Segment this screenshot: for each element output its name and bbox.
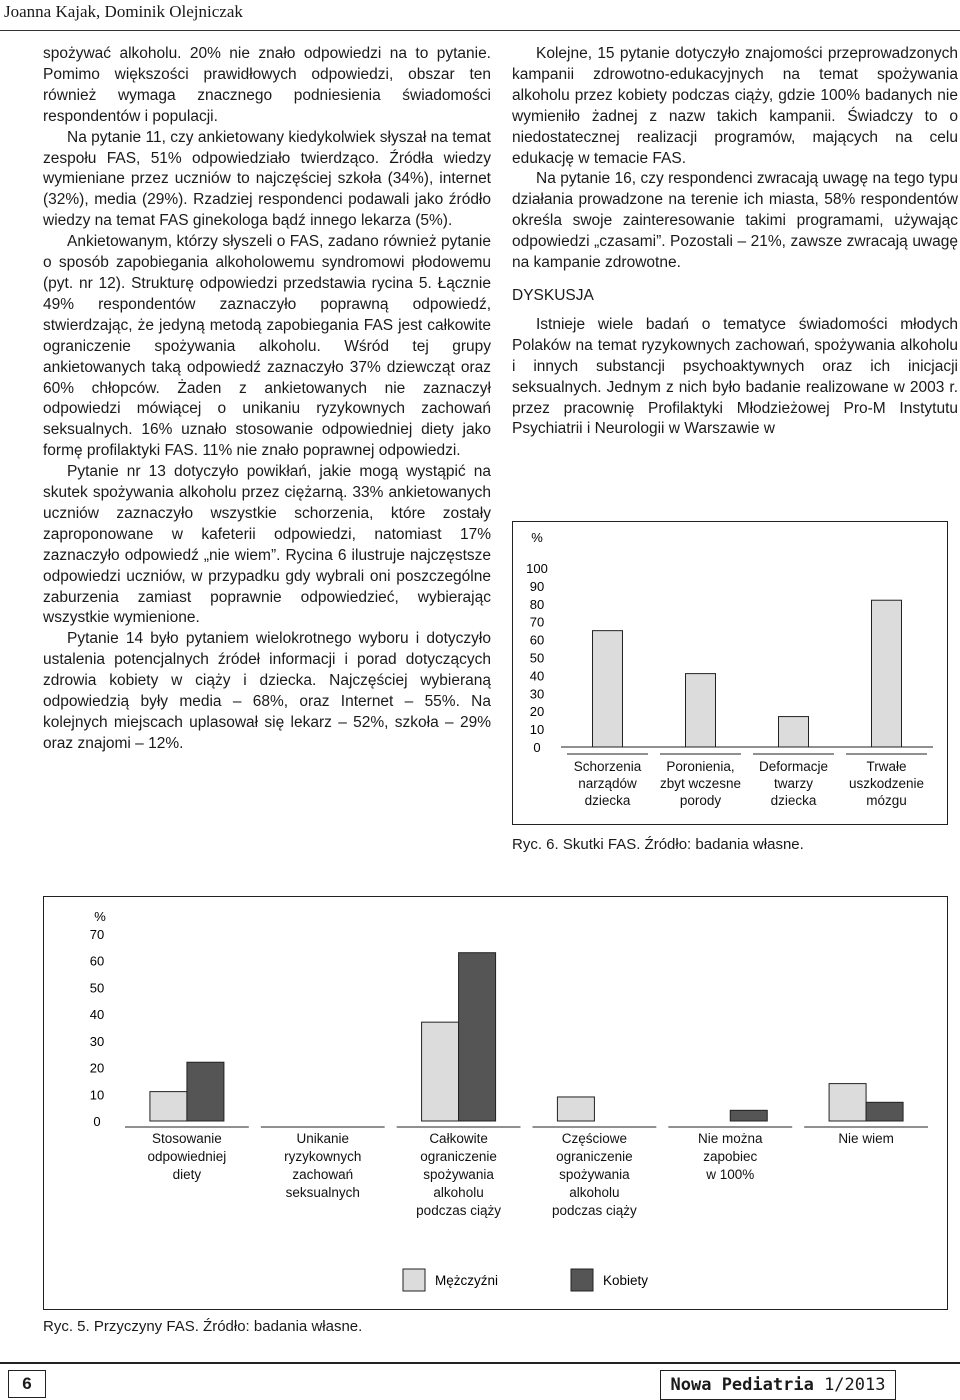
legend-swatch-men [403, 1269, 425, 1291]
figure5-frame [43, 896, 948, 1310]
y-tick-label: 80 [529, 596, 545, 612]
paragraph: Ankietowanym, którzy słyszeli o FAS, zadano również pytanie o sposób zapobiegania alkoholowemu syndromowi płodowemu (pyt. nr 12). Strukturę odpowiedzi przedstawia rycina 5. Łącznie 49% respondentów zaznaczyło poprawną odpowiedź, stwierdzając, że jedyną metodą zapobiegania FAS jest całkowite ograniczenie spożywania alkoholu. Wśród tej grupy ankietowanych taką odpowiedź zaznaczyło 37% dziewcząt oraz 60% chłopców. Żaden z ankietowanych nie zaznaczył odpowiedzi mówiącej o unikaniu ryzykownych zachowań seksualnych. 16% uznało stosowanie odpowiedniej diety jako formę profilaktyki FAS. 11% nie znało poprawnej odpowiedzi. [43, 233, 491, 460]
x-tick-label: Nie wiem [838, 1131, 894, 1146]
y-tick-label: 50 [529, 650, 545, 666]
bar [779, 717, 809, 747]
x-tick-label: Poronienia, zbyt wczesne porody [659, 759, 742, 808]
figure5-caption: Ryc. 5. Przyczyny FAS. Źródło: badania własne. [43, 1318, 363, 1335]
y-tick-label: 70 [529, 614, 545, 630]
y-tick-label: 90 [529, 578, 545, 594]
bar-women [459, 953, 496, 1121]
bar-men [422, 1022, 459, 1121]
paragraph: Na pytanie 16, czy respondenci zwracają uwagę na tego typu działania prowadzone na terenie ich miasta, 58% respondentów określa swoje zainteresowanie takimi programami, używając odpowiedzi „czasami”. Pozostali – 21%, zawsze zwracają uwagę na kampanie zdrowotne. [512, 170, 958, 272]
x-tick-label: Unikanie ryzykownych zachowań seksualnych [284, 1131, 362, 1200]
figure6-chart [513, 522, 947, 824]
page-number: 6 [8, 1370, 46, 1398]
footer-rule [0, 1362, 960, 1364]
x-tick-label: Całkowite ograniczenie spożywania alkoholu podczas ciąży [416, 1131, 501, 1218]
x-tick-label: Nie można zapobiec w 100% [697, 1131, 763, 1182]
bar-men [829, 1084, 866, 1121]
section-heading: DYSKUSJA [512, 286, 594, 304]
y-axis-unit-label: % [531, 530, 543, 545]
running-header-authors: Joanna Kajak, Dominik Olejniczak [4, 2, 243, 21]
y-tick-label: 40 [89, 1007, 105, 1023]
y-tick-label: 100 [526, 561, 548, 576]
paragraph: Istnieje wiele badań o tematyce świadomości młodych Polaków na temat ryzykownych zachowań, spożywania alkoholu i innych substancji psychoaktywnych oraz ich inicjacji seksualnych. Jednym z nich było badanie realizowane w 2003 r. przez pracownię Profilaktyki Młodzieżowej Pro-M Instytutu Psychiatrii i Neurologii w Warszawie w [512, 315, 958, 438]
legend-label: Kobiety [603, 1273, 649, 1288]
y-tick-label: 70 [89, 927, 105, 942]
bar-women [866, 1102, 903, 1121]
journal-issue: 1/2013 [824, 1375, 886, 1395]
bar-women [730, 1110, 767, 1121]
y-tick-label: 30 [529, 686, 545, 702]
bar-men [150, 1092, 187, 1121]
y-tick-label: 20 [529, 704, 545, 720]
legend-swatch-women [571, 1269, 593, 1291]
figure5-chart [44, 897, 947, 1309]
y-tick-label: 30 [89, 1033, 105, 1049]
y-tick-label: 60 [89, 953, 105, 969]
figure6-caption: Ryc. 6. Skutki FAS. Źródło: badania własne. [512, 836, 804, 853]
figure6-frame [512, 521, 948, 825]
x-tick-label: Trwałe uszkodzenie mózgu [848, 759, 925, 808]
y-axis-unit-label: % [94, 909, 106, 924]
y-tick-label: 50 [89, 980, 105, 996]
x-tick-label: Schorzenia narządów dziecka [573, 759, 642, 808]
bar [686, 674, 716, 747]
y-tick-label: 20 [89, 1060, 105, 1076]
bar-women [187, 1062, 224, 1121]
x-tick-label: Deformacje twarzy dziecka [758, 759, 829, 808]
journal-footer [660, 1370, 896, 1400]
bar [872, 600, 902, 747]
right-text-column [512, 44, 958, 440]
paragraph: Pytanie nr 13 dotyczyło powikłań, jakie mogą wystąpić na skutek spożywania alkoholu przez ciężarną. 33% ankietowanych uczniów zaznaczyło wszystkie schorzenia, które zostały zaproponowane w kafeterii odpowiedzi, natomiast 17% zaznaczyło odpowiedź „nie wiem”. Rycina 6 ilustruje najczęstsze odpowiedzi uczniów, w przypadku gdy wybrali oni poszczególne zaburzenia zamiast poprawnie odpowiedzieć, wybierając wszystkie wymienione. [43, 463, 491, 627]
bar [593, 631, 623, 747]
header-rule [0, 30, 960, 31]
x-tick-label: Stosowanie odpowiedniej diety [147, 1131, 227, 1182]
paragraph: Pytanie 14 było pytaniem wielokrotnego wyboru i dotyczyło ustalenia potencjalnych źródeł informacji i porad dotyczących zdrowia kobiety w ciąży i dziecka. Najczęściej wybieraną odpowiedzią były media – 68%, oraz Internet – 55%. Na kolejnych miejscach uplasował się lekarz – 52%, szkoła – 29% oraz znajomi – 12%. [43, 630, 491, 752]
paragraph: Na pytanie 11, czy ankietowany kiedykolwiek słyszał na temat zespołu FAS, 51% odpowiedziało twierdząco. Źródła wiedzy wymieniane przez uczniów to najczęściej szkoła (34%), internet (32%), media (29%). Rzadziej respondenci podawali jako źródło wiedzy na temat FAS ginekologa bądź innego lekarza (5%). [43, 128, 491, 230]
paragraph: spożywać alkoholu. 20% nie znało odpowiedzi na to pytanie. Pomimo większości prawidłowych odpowiedzi, obszar ten również wymaga znacznego podniesienia świadomości respondentów i populacji. [43, 45, 491, 125]
y-tick-label: 0 [533, 740, 541, 755]
y-tick-label: 40 [529, 668, 545, 684]
journal-name: Nowa Pediatria [670, 1375, 814, 1395]
y-tick-label: 10 [529, 722, 545, 738]
paragraph: Kolejne, 15 pytanie dotyczyło znajomości przeprowadzonych kampanii zdrowotno-edukacyjnych na temat spożywania alkoholu przez kobiety podczas ciąży, gdzie 100% badanych nie wymieniło żadnej z nazw takich kampanii. Świadczy to o niedostatecznej realizacji programów, mających na celu edukację w temacie FAS. [512, 45, 958, 167]
bar-men [557, 1097, 594, 1121]
legend-label: Mężczyźni [435, 1273, 499, 1288]
y-tick-label: 10 [89, 1087, 105, 1103]
y-tick-label: 0 [93, 1114, 101, 1129]
y-tick-label: 60 [529, 632, 545, 648]
x-tick-label: Częściowe ograniczenie spożywania alkoholu podczas ciąży [552, 1131, 637, 1218]
left-text-column [43, 44, 491, 755]
